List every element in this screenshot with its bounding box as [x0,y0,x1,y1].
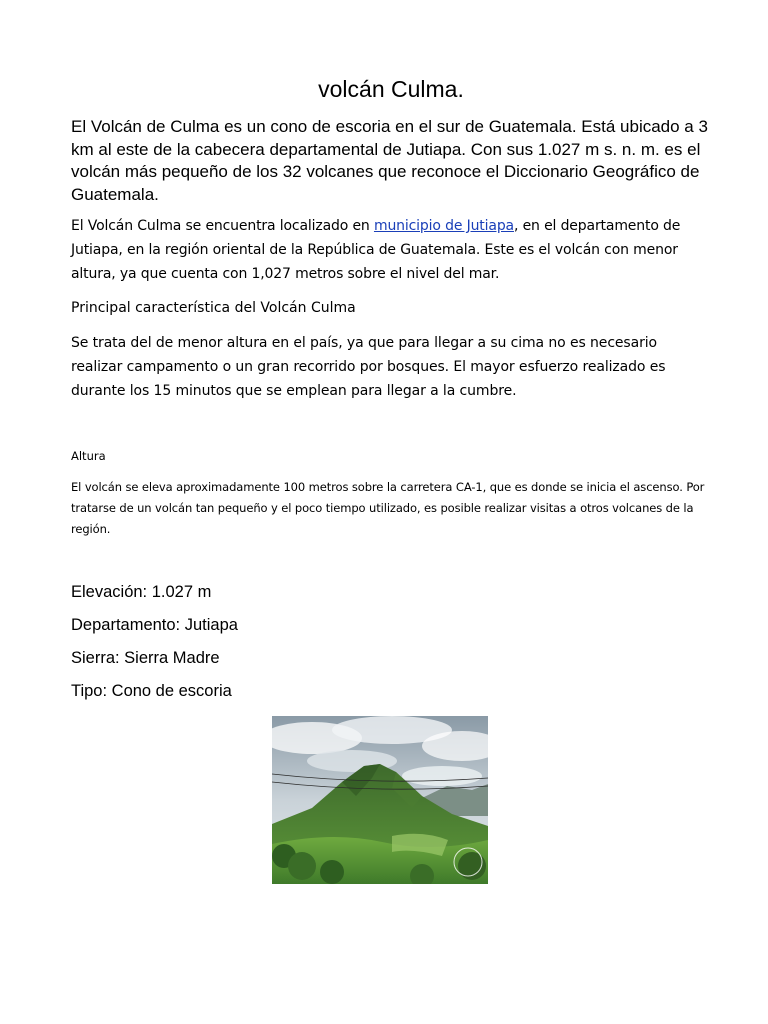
document-title: volcán Culma. [318,76,464,102]
characteristic-paragraph: Se trata del de menor altura en el país, ya que para llegar a su cima no es necesario realizar campamento o un gran recorrido por bosques. El mayor esfuerzo realizado es durante los 15 minutos que se emplean para llegar a la cumbre. [71,335,666,399]
altura-paragraph: El volcán se eleva aproximadamente 100 metros sobre la carretera CA-1, que es donde se inicia el ascenso. Por tratarse de un volcán tan pequeño y el poco tiempo utilizado, es posible realizar visitas a otros volcanes de la región. [71,480,705,536]
location-text-before: El Volcán Culma se encuentra localizado en [71,218,374,234]
fact-sierra: Sierra: Sierra Madre [71,649,220,667]
municipio-jutiapa-link[interactable]: municipio de Jutiapa [373,218,514,234]
volcano-photo [272,716,488,884]
fact-elevation: Elevación: 1.027 m [71,583,212,601]
volcano-facts-list [71,580,711,712]
intro-paragraph: El Volcán de Culma es un cono de escoria en el sur de Guatemala. Está ubicado a 3 km al este de la cabecera departamental de Jutiapa. Con sus 1.027 m s. n. m. es el volcán más pequeño de los 32 volcanes que reconoce el Diccionario Geográfico de Guatemala. [71,117,708,204]
altura-heading: Altura [71,449,106,463]
fact-department: Departamento: Jutiapa [71,616,238,634]
location-paragraph [71,214,711,286]
main-characteristic-heading: Principal característica del Volcán Culma [71,300,356,316]
location-text-after: , en el departamento de Jutiapa, en la región oriental de la República de Guatemala. Este es el volcán con menor altura, ya que cuenta con 1,027 metros sobre el nivel del mar. [71,218,681,282]
fact-type: Tipo: Cono de escoria [71,682,232,700]
